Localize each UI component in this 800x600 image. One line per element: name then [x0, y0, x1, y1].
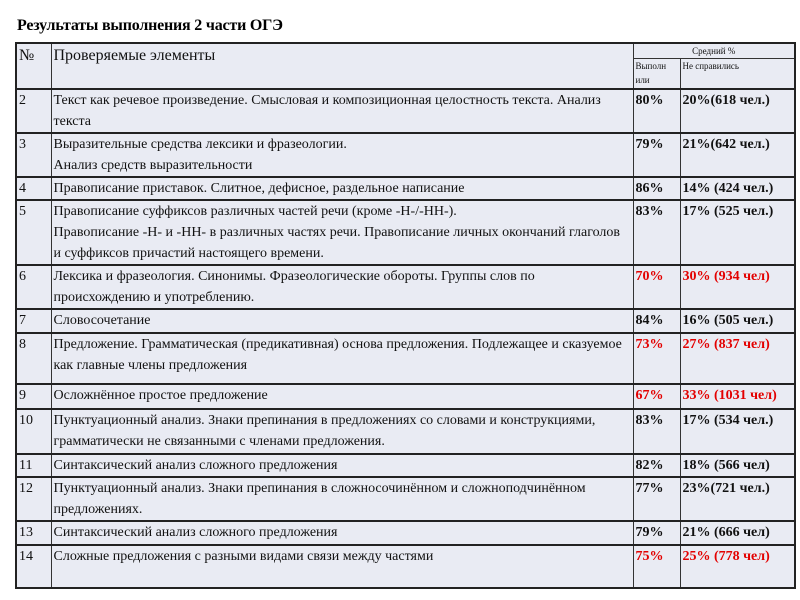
- table-row: [16, 89, 795, 133]
- row-failed: 16% (505 чел.): [680, 309, 795, 333]
- row-done-percent: 73%: [633, 333, 680, 384]
- row-elements: Сложные предложения с разными видами связи между частями: [51, 545, 633, 588]
- page-title: Результаты выполнения 2 части ОГЭ: [17, 17, 283, 34]
- row-elements: Предложение. Грамматическая (предикативная) основа предложения. Подлежащее и сказуемое как главные члены предложения: [51, 333, 633, 384]
- table-row: [16, 454, 795, 477]
- row-number: 11: [16, 454, 51, 477]
- row-failed: 20%(618 чел.): [680, 89, 795, 133]
- row-done-percent: 79%: [633, 521, 680, 545]
- row-number: 9: [16, 384, 51, 409]
- row-elements: Правописание приставок. Слитное, дефисное, раздельное написание: [51, 177, 633, 200]
- row-done-percent: 82%: [633, 454, 680, 477]
- row-number: 2: [16, 89, 51, 133]
- row-failed: 25% (778 чел): [680, 545, 795, 588]
- table-row: [16, 309, 795, 333]
- header-num: №: [16, 43, 51, 89]
- row-failed: 27% (837 чел): [680, 333, 795, 384]
- row-elements: Выразительные средства лексики и фразеологии. Анализ средств выразительности: [51, 133, 633, 177]
- row-number: 7: [16, 309, 51, 333]
- table-row: [16, 333, 795, 384]
- row-number: 13: [16, 521, 51, 545]
- row-done-percent: 86%: [633, 177, 680, 200]
- table-row: [16, 545, 795, 588]
- row-done-percent: 77%: [633, 477, 680, 521]
- row-elements: Лексика и фразеология. Синонимы. Фразеологические обороты. Группы слов по происхождению и употреблению.: [51, 265, 633, 309]
- table-row: [16, 200, 795, 265]
- row-elements: Пунктуационный анализ. Знаки препинания в предложениях со словами и конструкциями, грамматически не связанными с членами предложения.: [51, 409, 633, 454]
- table-row: [16, 133, 795, 177]
- row-number: 12: [16, 477, 51, 521]
- row-number: 6: [16, 265, 51, 309]
- row-number: 3: [16, 133, 51, 177]
- row-done-percent: 83%: [633, 200, 680, 265]
- row-done-percent: 70%: [633, 265, 680, 309]
- row-failed: 21%(642 чел.): [680, 133, 795, 177]
- header-failed: Не справились: [680, 59, 795, 89]
- row-done-percent: 75%: [633, 545, 680, 588]
- table-row: [16, 477, 795, 521]
- row-failed: 18% (566 чел): [680, 454, 795, 477]
- row-number: 10: [16, 409, 51, 454]
- row-failed: 21% (666 чел): [680, 521, 795, 545]
- row-number: 4: [16, 177, 51, 200]
- results-table: [15, 42, 796, 589]
- row-failed: 14% (424 чел.): [680, 177, 795, 200]
- row-done-percent: 83%: [633, 409, 680, 454]
- row-elements: Правописание суффиксов различных частей речи (кроме -Н-/-НН-). Правописание -Н- и -НН- в различных частях речи. Правописание личных окончаний глаголов и суффиксов причастий настоящего времени.: [51, 200, 633, 265]
- row-done-percent: 67%: [633, 384, 680, 409]
- table-row: [16, 265, 795, 309]
- row-done-percent: 84%: [633, 309, 680, 333]
- row-elements: Текст как речевое произведение. Смысловая и композиционная целостность текста. Анализ текста: [51, 89, 633, 133]
- row-failed: 30% (934 чел): [680, 265, 795, 309]
- row-elements: Синтаксический анализ сложного предложения: [51, 454, 633, 477]
- table-row: [16, 521, 795, 545]
- row-number: 8: [16, 333, 51, 384]
- row-failed: 33% (1031 чел): [680, 384, 795, 409]
- row-done-percent: 80%: [633, 89, 680, 133]
- row-failed: 17% (525 чел.): [680, 200, 795, 265]
- table-row: [16, 384, 795, 409]
- row-done-percent: 79%: [633, 133, 680, 177]
- table-row: [16, 177, 795, 200]
- row-elements: Словосочетание: [51, 309, 633, 333]
- row-elements: Осложнённое простое предложение: [51, 384, 633, 409]
- row-number: 5: [16, 200, 51, 265]
- header-avg: Средний %: [633, 43, 795, 59]
- row-elements: Синтаксический анализ сложного предложения: [51, 521, 633, 545]
- header-elements: Проверяемые элементы: [51, 43, 633, 89]
- header-done: Выполн или: [633, 59, 680, 89]
- row-elements: Пунктуационный анализ. Знаки препинания в сложносочинённом и сложноподчинённом предложениях.: [51, 477, 633, 521]
- table-row: [16, 409, 795, 454]
- row-failed: 23%(721 чел.): [680, 477, 795, 521]
- row-number: 14: [16, 545, 51, 588]
- row-failed: 17% (534 чел.): [680, 409, 795, 454]
